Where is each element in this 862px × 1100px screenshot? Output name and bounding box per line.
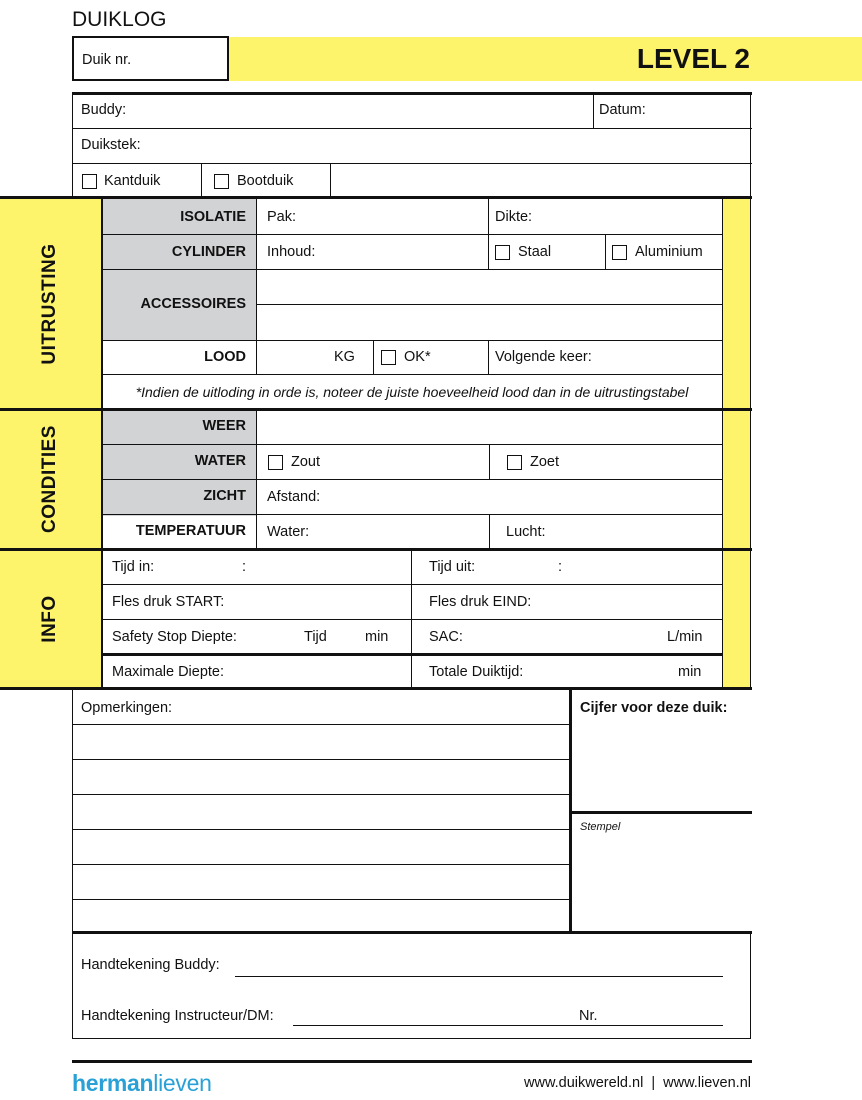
section-band-right (722, 197, 750, 689)
section-info-title: INFO (39, 595, 60, 643)
tijd-label: Tijd (304, 629, 327, 645)
pak-field[interactable] (300, 202, 485, 232)
footer-links (480, 1074, 751, 1092)
divider (102, 514, 722, 515)
safety-stop-field[interactable] (245, 622, 300, 651)
brand-part2: lieven (153, 1070, 212, 1096)
zoet-checkbox[interactable] (507, 455, 522, 470)
lucht-field[interactable] (552, 517, 718, 547)
datum-field[interactable] (650, 96, 748, 126)
weer-field[interactable] (260, 413, 718, 442)
lood-label: LOOD (204, 349, 246, 365)
cylinder-label: CYLINDER (171, 244, 246, 260)
totale-field[interactable] (535, 657, 675, 686)
divider (0, 548, 752, 551)
divider (373, 340, 374, 374)
duik-nr-label: Duik nr. (82, 52, 132, 68)
sac-field[interactable] (470, 622, 660, 651)
lood-note: *Indien de uitloding in orde is, noteer de juiste hoeveelheid lood dan in de uitrustingstabel (135, 384, 689, 400)
sig-instructeur-line[interactable] (293, 1000, 723, 1026)
kantduik-checkbox[interactable] (82, 174, 97, 189)
divider (102, 444, 722, 445)
divider (102, 479, 722, 480)
min2-label: min (678, 664, 702, 680)
accessoires-field-2[interactable] (260, 307, 718, 338)
opmerkingen-label: Opmerkingen: (81, 700, 173, 716)
divider (750, 933, 751, 1039)
form-title: DUIKLOG (72, 8, 167, 31)
min-label: min (365, 629, 389, 645)
safety-stop-label: Safety Stop Diepte: (112, 629, 237, 645)
divider (750, 197, 751, 689)
footer-url1[interactable]: www.duikwereld.nl (524, 1075, 644, 1091)
tijd-in-colon: : (242, 559, 247, 575)
lood-field[interactable] (260, 343, 330, 372)
temperatuur-label: TEMPERATUUR (135, 523, 246, 539)
lucht-label: Lucht: (506, 524, 546, 540)
divider (72, 163, 752, 164)
footer-url2[interactable]: www.lieven.nl (663, 1075, 751, 1091)
section-uitrusting-title: UITRUSTING (39, 243, 60, 365)
divider (102, 619, 722, 620)
divider (256, 304, 722, 305)
stempel-label: Stempel (580, 821, 621, 833)
sac-label: SAC: (429, 629, 463, 645)
isolatie-label: ISOLATIE (180, 209, 246, 225)
level-label: LEVEL 2 (636, 43, 750, 74)
divider (72, 724, 569, 725)
divider (72, 92, 752, 95)
zoet-label: Zoet (530, 454, 560, 470)
zout-label: Zout (291, 454, 321, 470)
divider (256, 199, 257, 375)
divider (488, 340, 489, 374)
ok-checkbox[interactable] (381, 350, 396, 365)
divider (102, 234, 722, 235)
fles-start-field[interactable] (228, 588, 406, 617)
ok-label: OK* (404, 349, 431, 365)
sig-buddy-label: Handtekening Buddy: (81, 957, 220, 973)
divider (72, 689, 73, 933)
divider (102, 269, 722, 270)
tijd-uit-colon: : (558, 559, 563, 575)
divider (72, 1038, 751, 1039)
tijd-uit-field[interactable] (485, 553, 718, 582)
divider (72, 92, 73, 197)
divider (102, 340, 722, 341)
tijd-in-label: Tijd in: (112, 559, 155, 575)
accessoires-field-1[interactable] (260, 272, 718, 302)
footer-separator: | (651, 1075, 656, 1091)
opmerkingen-field[interactable] (75, 727, 565, 929)
volgende-label: Volgende keer: (495, 349, 592, 365)
divider (330, 163, 331, 197)
fles-eind-label: Fles druk EIND: (429, 594, 532, 610)
divider (72, 933, 73, 1039)
divider (605, 234, 606, 269)
divider (201, 163, 202, 197)
water-label: WATER (194, 453, 246, 469)
divider (571, 811, 752, 814)
max-diepte-field[interactable] (235, 657, 405, 686)
max-diepte-label: Maximale Diepte: (112, 664, 225, 680)
divider (750, 92, 751, 197)
tijd-in-field[interactable] (165, 553, 405, 582)
fles-start-label: Fles druk START: (112, 594, 225, 610)
section-condities-title: CONDITIES (39, 425, 60, 533)
buddy-label: Buddy: (81, 102, 127, 118)
bootduik-checkbox[interactable] (214, 174, 229, 189)
bootduik-label: Bootduik (237, 173, 294, 189)
sig-buddy-line[interactable] (235, 950, 723, 977)
inhoud-field[interactable] (325, 237, 485, 267)
sig-instructeur-label: Handtekening Instructeur/DM: (81, 1008, 274, 1024)
brand-logo[interactable] (72, 1069, 212, 1097)
divider (102, 653, 722, 656)
fles-eind-field[interactable] (537, 588, 718, 617)
footer-rule (72, 1060, 752, 1063)
divider (488, 199, 489, 269)
inhoud-label: Inhoud: (267, 244, 316, 260)
volgende-field[interactable] (598, 343, 718, 372)
divider (72, 128, 752, 129)
weer-label: WEER (202, 418, 246, 434)
aluminium-label: Aluminium (635, 244, 703, 260)
dikte-label: Dikte: (495, 209, 533, 225)
duik-nr-field[interactable] (72, 36, 229, 81)
dikte-field[interactable] (540, 202, 718, 232)
divider (722, 197, 723, 689)
buddy-field[interactable] (130, 96, 590, 126)
divider (72, 931, 752, 934)
cijfer-label: Cijfer voor deze duik: (580, 700, 728, 716)
staal-checkbox[interactable] (495, 245, 510, 260)
accessoires-label: ACCESSOIRES (140, 296, 246, 312)
water-temp-field[interactable] (315, 517, 485, 547)
brand-part1: herman (72, 1070, 154, 1096)
datum-label: Datum: (599, 102, 646, 118)
duikstek-label: Duikstek: (81, 137, 141, 153)
pak-label: Pak: (267, 209, 297, 225)
cijfer-field[interactable] (575, 722, 747, 808)
divider (102, 374, 722, 375)
divider (489, 514, 490, 548)
divider (593, 92, 594, 128)
tijd-uit-label: Tijd uit: (429, 559, 476, 575)
level-banner (228, 37, 862, 81)
divider (0, 687, 752, 690)
totale-label: Totale Duiktijd: (429, 664, 524, 680)
afstand-field[interactable] (330, 482, 718, 512)
lmin-label: L/min (667, 629, 703, 645)
nr-label: Nr. (579, 1008, 598, 1024)
duikstek-field[interactable] (145, 131, 745, 161)
divider (489, 444, 490, 479)
kantduik-label: Kantduik (104, 173, 161, 189)
staal-label: Staal (518, 244, 552, 260)
afstand-label: Afstand: (267, 489, 321, 505)
aluminium-checkbox[interactable] (612, 245, 627, 260)
water-temp-label: Water: (267, 524, 310, 540)
divider (102, 584, 722, 585)
zout-checkbox[interactable] (268, 455, 283, 470)
kg-label: KG (334, 349, 355, 365)
zicht-label: ZICHT (203, 488, 246, 504)
